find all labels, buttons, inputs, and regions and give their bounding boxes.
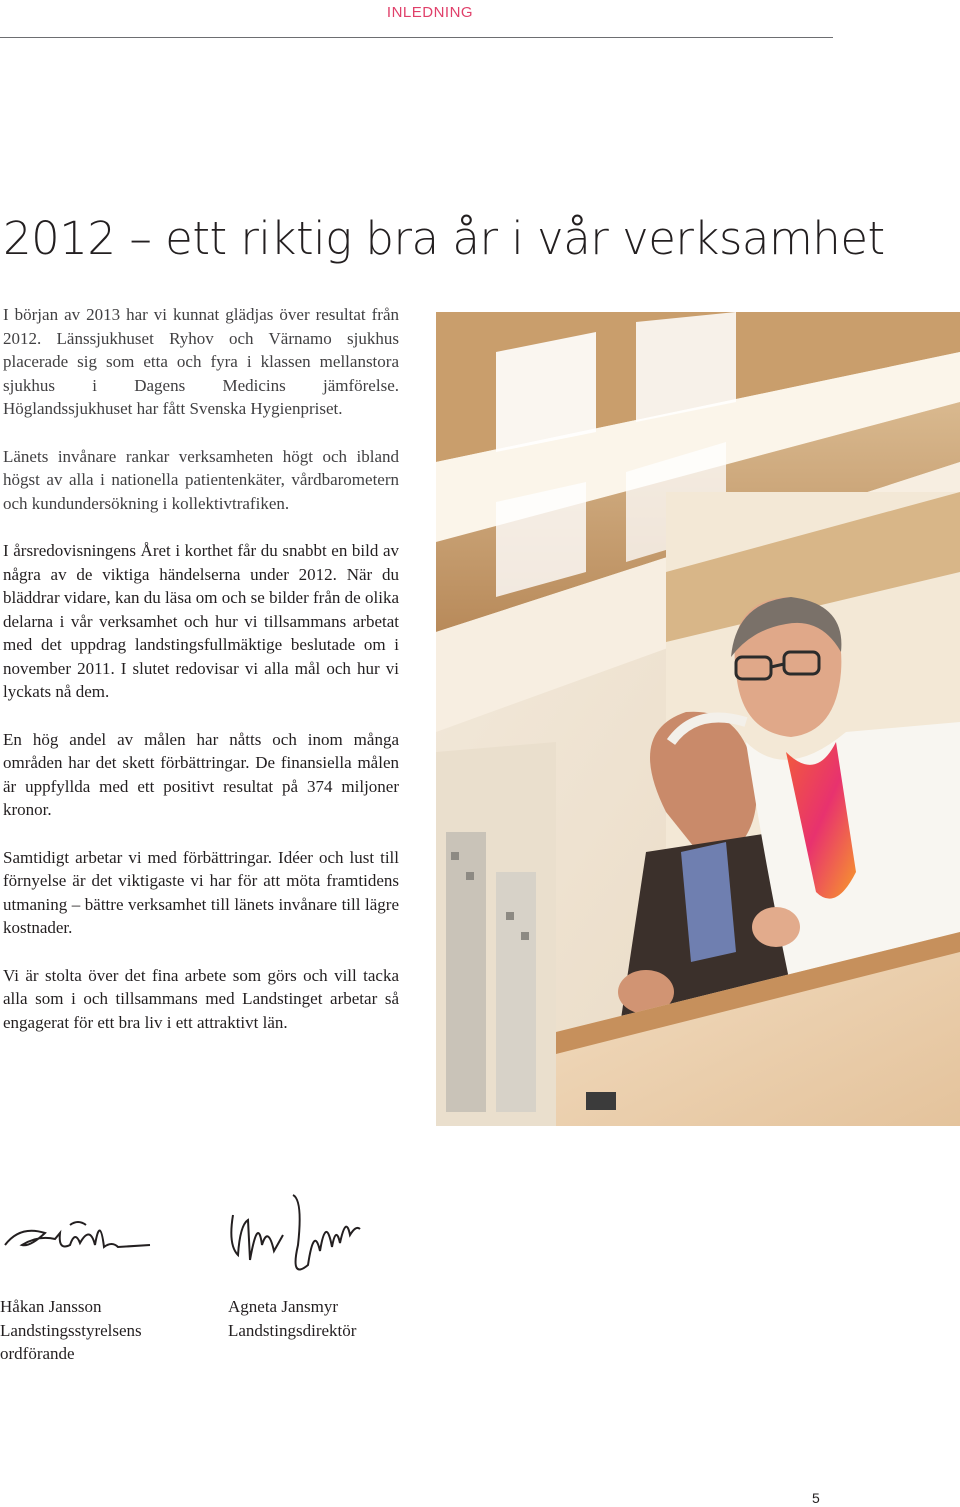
signature-block-agneta (228, 1185, 428, 1342)
page-title: 2012 – ett riktig bra år i vår verksamhet (3, 212, 885, 265)
page-number: 5 (812, 1490, 820, 1506)
signer-title: Landstingsstyrelsens ordförande (0, 1320, 142, 1363)
body-paragraph: Länets invånare rankar verksamheten högt och ibland högst av alla i nationella patientenkäter, vårdbarometern och kundundersökning i kollektivtrafiken. (3, 446, 399, 513)
body-paragraph: Samtidigt arbetar vi med förbättringar. Idéer och lust till förnyelse är det viktigaste vi har för att möta framtidens utmaning – bättre verksamhet till länets invånare till lägre kostnader. (3, 847, 399, 937)
body-text (3, 303, 399, 1058)
signature-icon (0, 1185, 215, 1295)
signer-title: Landstingsdirektör (228, 1320, 357, 1340)
body-paragraph: En hög andel av målen har nåtts och inom många områden har det skett förbättringar. De finansiella målen är uppfyllda med ett positivt resultat på 374 miljoner kronor. (3, 729, 399, 819)
section-label: INLEDNING (386, 4, 474, 21)
signature-block-hakan (0, 1185, 215, 1366)
body-paragraph: Vi är stolta över det fina arbete som görs och vill tacka alla som i och tillsammans med Landstinget arbetar så engagerat för ett bra liv i ett attraktivt län. (3, 965, 399, 1032)
body-paragraph: I årsredovisningens Året i korthet får du snabbt en bild av några av de viktiga händelserna under 2012. När du bläddrar vidare, kan du läsa om och se bilder från de olika delarna i vår verksamhet och hur vi tillsammans arbetat med det uppdrag landstingsfullmäktige beslutade om i november 2011. I slutet redovisar vi alla mål och hur vi lyckats nå dem. (3, 541, 399, 701)
intro-paragraph: I början av 2013 har vi kunnat glädjas över resultat från 2012. Länssjukhuset Ryhov och Värnamo sjukhus placerade sig som etta och fyra i klassen mellanstora sjukhus i Dagens Medicins jämförelse. Höglandssjukhuset har fått Svenska Hygienpriset. (3, 305, 399, 418)
header-divider (0, 37, 833, 38)
signature-icon (228, 1185, 428, 1295)
signer-name: Agneta Jansmyr (228, 1297, 339, 1316)
signer-name: Håkan Jansson (0, 1297, 102, 1316)
photo-two-people-icon (436, 312, 960, 1126)
